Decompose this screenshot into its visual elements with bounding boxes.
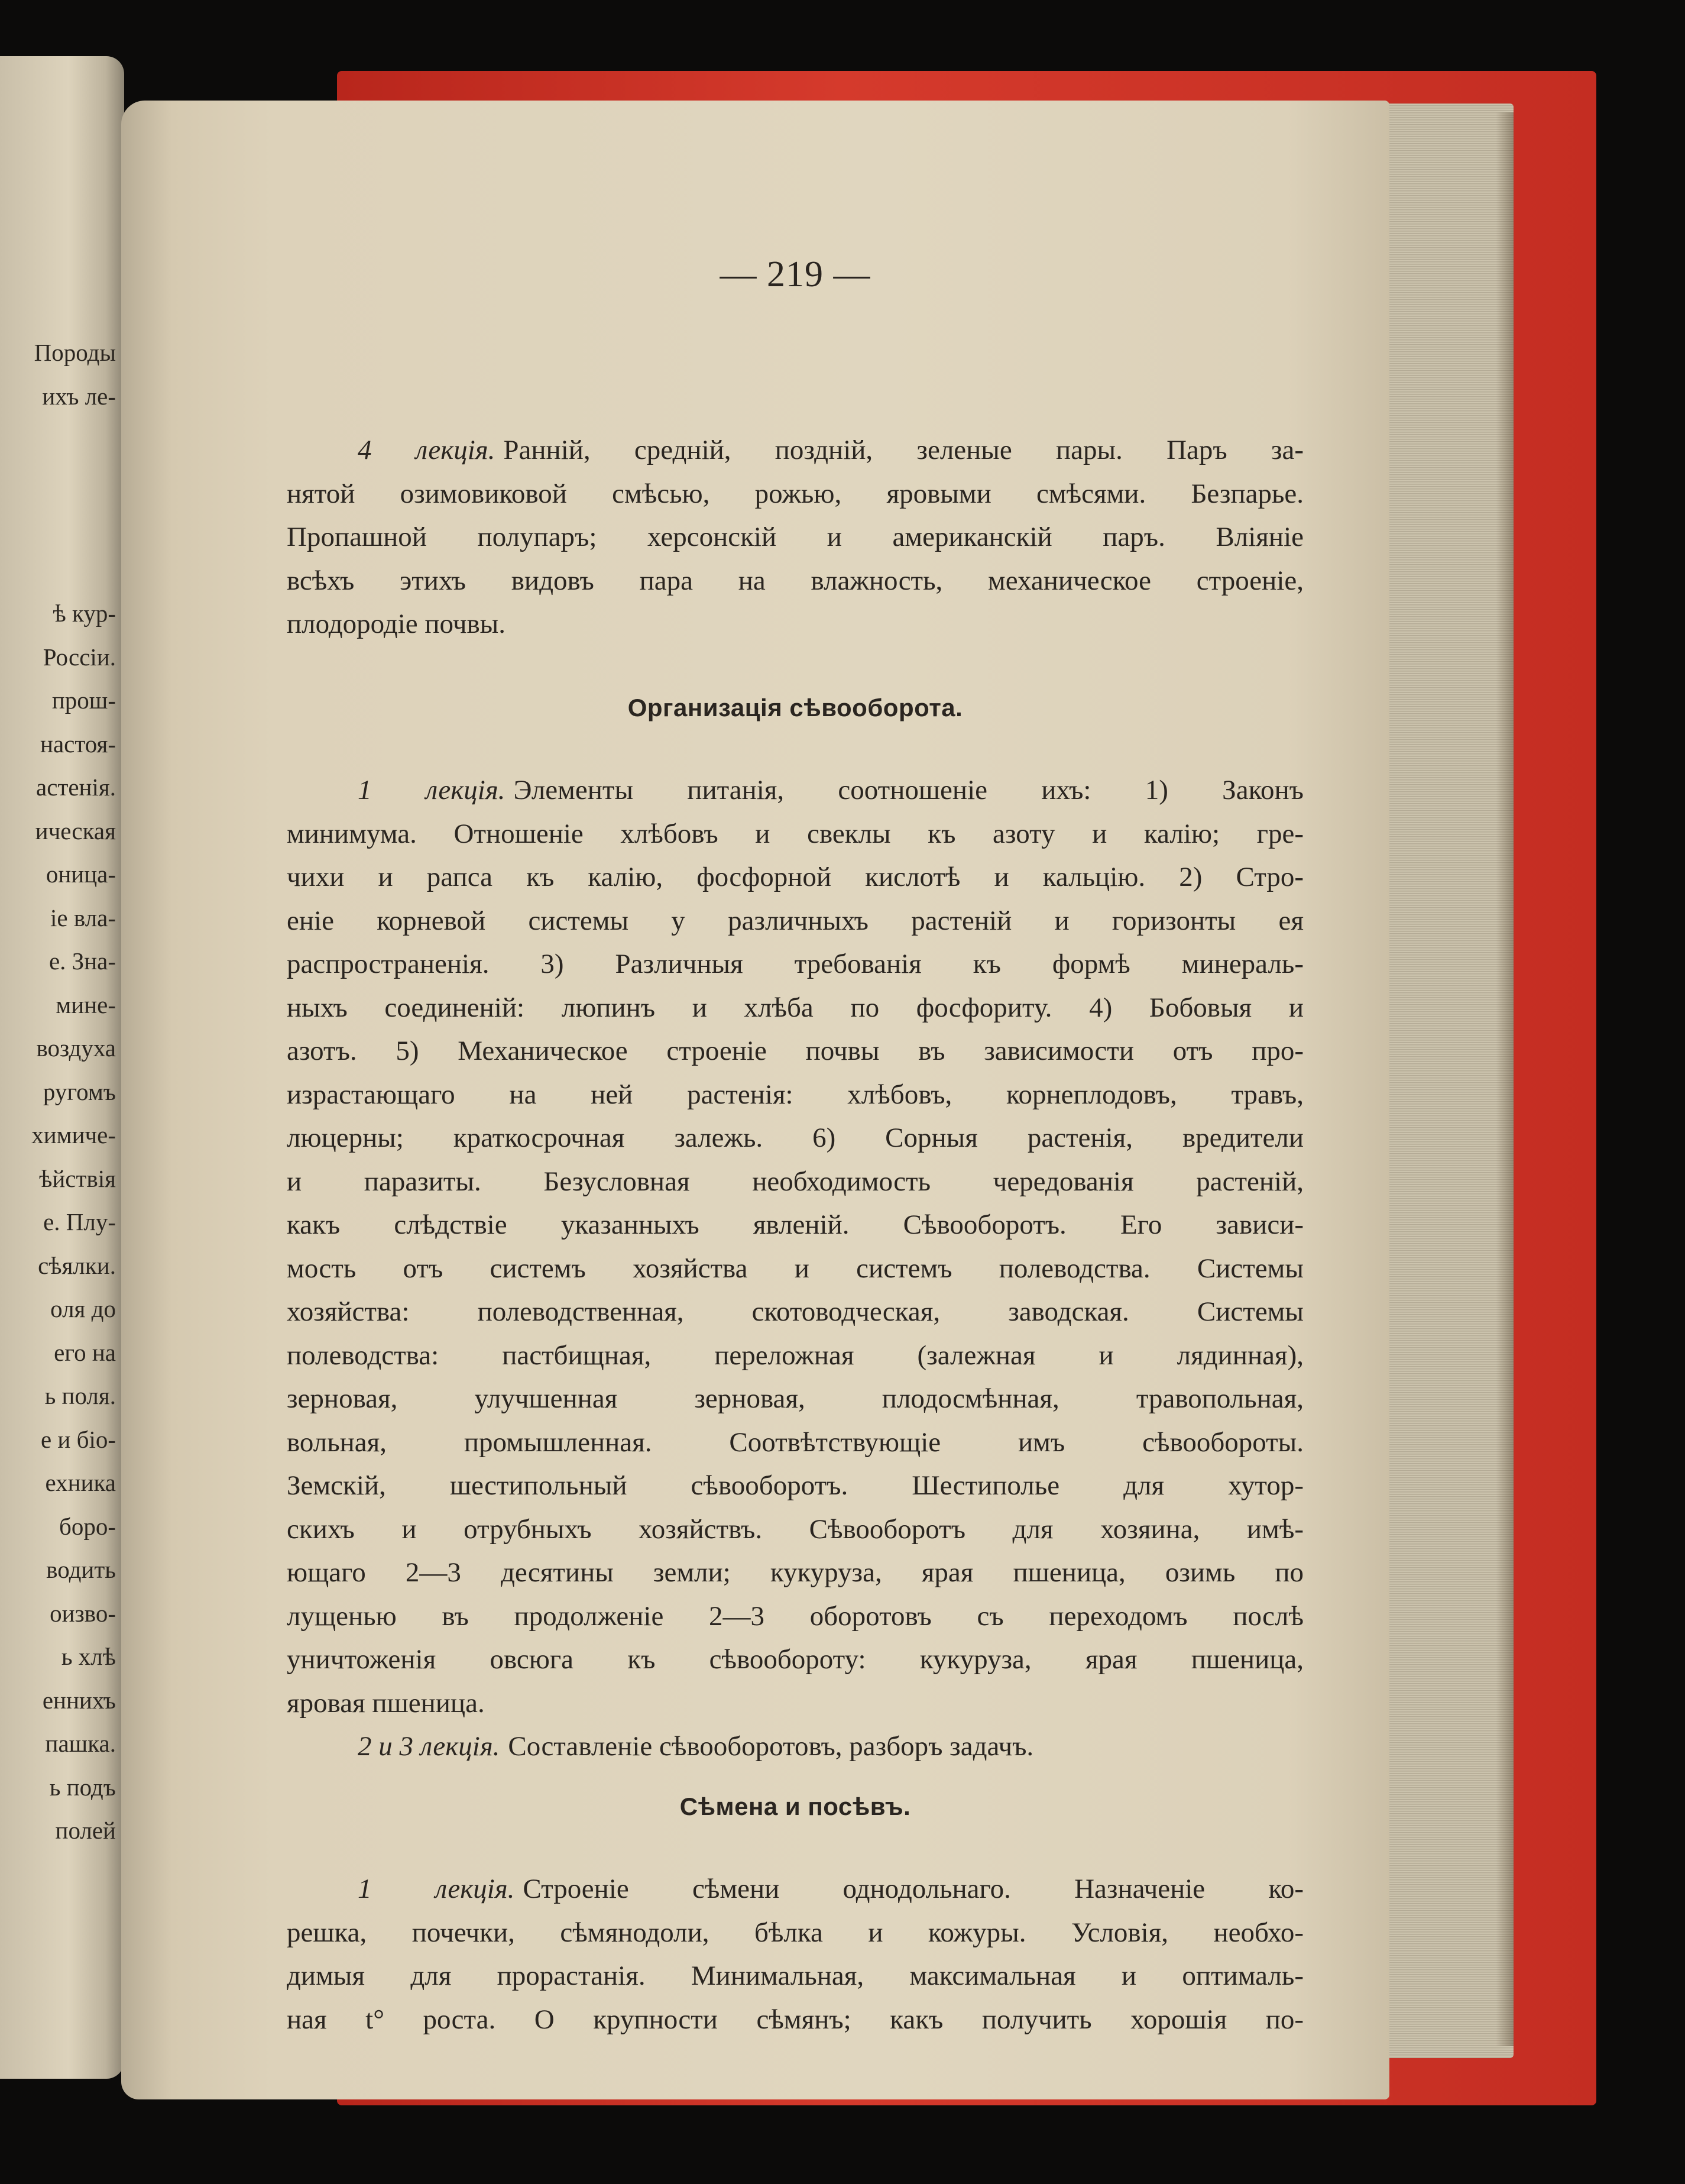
lecture-label: 1 лекція. <box>358 775 505 805</box>
text-line <box>287 769 1304 813</box>
line-text: решка, почечки, сѣмянодоли, бѣлка и кожуры. Условія, необхо- <box>287 1917 1304 1948</box>
left-page-fragment: астенія. <box>36 774 116 801</box>
left-page-fragment: е и біо- <box>40 1425 116 1453</box>
left-page-fragment: его на <box>54 1338 116 1366</box>
text-line <box>287 1682 1304 1726</box>
line-text: нятой озимовиковой смѣсью, рожью, яровыми смѣсями. Безпарье. <box>287 478 1304 509</box>
left-page-fragment: сѣялки. <box>38 1251 116 1279</box>
line-text: минимума. Отношеніе хлѣбовъ и свеклы къ азоту и калію; гре- <box>287 818 1304 849</box>
left-page-fragment: Породы <box>34 339 116 366</box>
text-line <box>287 1595 1304 1639</box>
left-page-fragment: оизво- <box>50 1599 116 1627</box>
line-text: димыя для прорастанія. Минимальная, максимальная и оптималь- <box>287 1960 1304 1991</box>
section-fallow-lecture <box>287 429 1304 646</box>
line-text: яровая пшеница. <box>287 1687 485 1719</box>
book-page <box>121 101 1389 2099</box>
left-page-fragment <box>0 418 116 462</box>
text-line <box>287 1290 1304 1334</box>
line-text: Составленіе сѣвооборотовъ, разборъ задачъ. <box>508 1731 1034 1762</box>
line-text: и паразиты. Безусловная необходимость чередованія растеній, <box>287 1166 1304 1197</box>
left-page-fragment: воздуха <box>36 1034 116 1062</box>
left-page-fragment: боро- <box>59 1512 116 1540</box>
left-page-fragment: прош- <box>51 687 116 714</box>
line-text: всѣхъ этихъ видовъ пара на влажность, механическое строеніе, <box>287 565 1304 596</box>
line-text: ная t° роста. О крупности сѣмянъ; какъ получить хорошія по- <box>287 2004 1304 2035</box>
left-page-fragment: ѣ кур- <box>53 600 116 627</box>
line-text: лущенью въ продолженіе 2—3 оборотовъ съ переходомъ послѣ <box>287 1600 1304 1632</box>
left-page-fragment: оля до <box>50 1295 116 1322</box>
text-line <box>287 1464 1304 1508</box>
text-line <box>287 1073 1304 1117</box>
left-page-fragment: іе вла- <box>50 904 116 931</box>
line-text: израстающаго на ней растенія: хлѣбовъ, корнеплодовъ, травъ, <box>287 1079 1304 1110</box>
text-line <box>287 1868 1304 1911</box>
line-text: вольная, промышленная. Соотвѣтствующіе имъ сѣвообороты. <box>287 1426 1304 1458</box>
left-page-fragment <box>0 549 116 593</box>
line-text: какъ слѣдствіе указанныхъ явленій. Сѣвооборотъ. Его зависи- <box>287 1209 1304 1240</box>
left-page-text <box>0 331 116 1853</box>
left-page-fragment: еннихъ <box>42 1686 116 1714</box>
left-page-fragment <box>0 462 116 506</box>
page-number: — 219 — <box>720 254 871 295</box>
line-text: зерновая, улучшенная зерновая, плодосмѣнная, травопольная, <box>287 1383 1304 1414</box>
text-line <box>287 516 1304 559</box>
heading-crop-rotation: Организація сѣвооборота. <box>627 694 963 721</box>
line-text: плодородіе почвы. <box>287 609 505 639</box>
text-line <box>287 1247 1304 1291</box>
line-text: азотъ. 5) Механическое строеніе почвы въ зависимости отъ про- <box>287 1036 1304 1066</box>
line-text: Ранній, средній, поздній, зеленые пары. Паръ за- <box>503 435 1304 465</box>
lecture-label: 4 лекція. <box>358 435 495 465</box>
line-text: Земскій, шестипольный сѣвооборотъ. Шестиполье для хутор- <box>287 1470 1304 1501</box>
left-page-fragment: ехника <box>45 1469 116 1496</box>
left-page-fragment: ь поля. <box>44 1382 116 1409</box>
page-edges <box>1378 103 1514 2058</box>
text-line <box>287 1911 1304 1955</box>
line-text: Пропашной полупаръ; херсонскій и американскій паръ. Вліяніе <box>287 522 1304 552</box>
text-line <box>287 559 1304 603</box>
text-line <box>287 1117 1304 1160</box>
left-page-fragment: ругомъ <box>43 1078 116 1105</box>
left-page-fragment: ихъ ле- <box>42 382 116 410</box>
text-line <box>287 856 1304 900</box>
left-page-fragment: водить <box>46 1556 116 1583</box>
left-page-fragment: настоя- <box>40 730 116 758</box>
left-page-fragment: е. Плу- <box>43 1208 116 1235</box>
left-page-fragment <box>0 505 116 549</box>
line-text: мость отъ системъ хозяйства и системъ полеводства. Системы <box>287 1253 1304 1284</box>
left-page-fragment: ическая <box>35 817 116 845</box>
text-line <box>287 1998 1304 2042</box>
text-line <box>287 900 1304 943</box>
left-page-fragment: пашка. <box>45 1730 116 1757</box>
page-edges-shadow <box>1496 112 1514 2046</box>
lecture-label: 1 лекція. <box>358 1874 515 1904</box>
left-page-fragment: полей <box>55 1817 116 1844</box>
left-page-fragment: мине- <box>56 991 116 1018</box>
text-line <box>287 473 1304 516</box>
line-text: ныхъ соединеній: люпинъ и хлѣба по фосфориту. 4) Бобовыя и <box>287 992 1304 1023</box>
text-line <box>287 1030 1304 1073</box>
section-crop-rotation <box>287 769 1304 1769</box>
text-line <box>287 943 1304 986</box>
line-text: люцерны; краткосрочная залежь. 6) Сорныя растенія, вредители <box>287 1122 1304 1153</box>
line-text: распространенія. 3) Различныя требованія къ формѣ минераль- <box>287 949 1304 979</box>
text-line <box>287 1203 1304 1247</box>
left-page-fragment: ь подъ <box>49 1773 116 1801</box>
line-text: еніе корневой системы у различныхъ растеній и горизонты ея <box>287 905 1304 936</box>
line-text: ющаго 2—3 десятины земли; кукуруза, ярая пшеница, озимь по <box>287 1557 1304 1588</box>
text-line <box>287 1377 1304 1421</box>
line-text: чихи и рапса къ калію, фосфорной кислотѣ и кальцію. 2) Стро- <box>287 862 1304 892</box>
left-page <box>0 56 124 2079</box>
line-text: хозяйства: полеводственная, скотоводческая, заводская. Системы <box>287 1296 1304 1327</box>
text-line <box>287 603 1304 646</box>
text-line <box>287 1638 1304 1682</box>
heading-seeds-sowing: Сѣмена и посѣвъ. <box>679 1793 911 1820</box>
text-line <box>287 429 1304 473</box>
line-text: Элементы питанія, соотношеніе ихъ: 1) Законъ <box>513 775 1304 805</box>
line-text: уничтоженія овсюга къ сѣвообороту: кукуруза, ярая пшеница, <box>287 1644 1304 1675</box>
text-line <box>287 1725 1304 1769</box>
left-page-fragment: оница- <box>46 860 116 888</box>
text-line <box>287 1955 1304 1998</box>
text-line <box>287 1551 1304 1595</box>
text-line <box>287 813 1304 856</box>
line-text: Строеніе сѣмени однодольнаго. Назначеніе ко- <box>523 1874 1304 1904</box>
lecture-label: 2 и 3 лекція. <box>358 1731 500 1762</box>
left-page-fragment: ѣйствія <box>39 1164 116 1192</box>
text-line <box>287 1334 1304 1378</box>
text-line <box>287 1508 1304 1552</box>
left-page-fragment: Россіи. <box>43 643 116 671</box>
left-page-fragment: химиче- <box>31 1121 116 1148</box>
line-text: полеводства: пастбищная, переложная (залежная и лядинная), <box>287 1339 1304 1371</box>
text-line <box>287 1160 1304 1204</box>
left-page-fragment: ь хлѣ <box>61 1643 116 1670</box>
text-line <box>287 1421 1304 1465</box>
text-line <box>287 986 1304 1030</box>
left-page-fragment: е. Зна- <box>48 947 116 975</box>
section-seeds-sowing <box>287 1868 1304 2041</box>
line-text: скихъ и отрубныхъ хозяйствъ. Сѣвооборотъ для хозяина, имѣ- <box>287 1513 1304 1545</box>
